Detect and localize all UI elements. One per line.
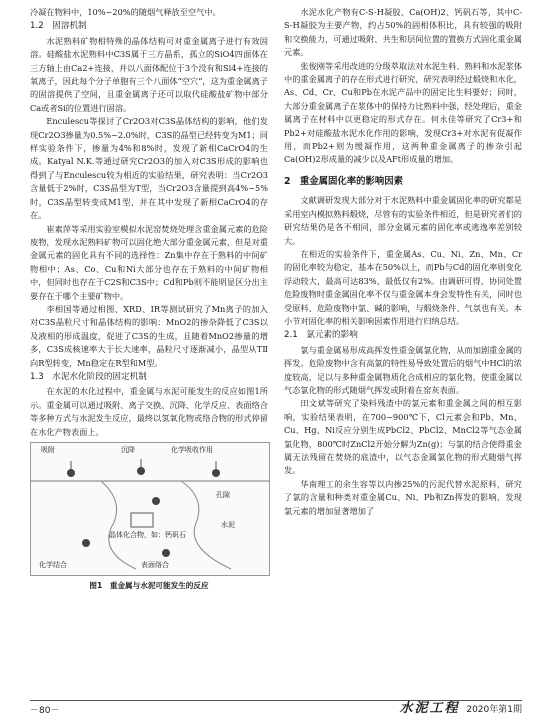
paragraph: 田文斌等研究了染料残渣中的氯元素和重金属之间的相互影响，实验结果表明，在700~900℃下，Cl元素会和Pb、Mn、Cu、Hg、Ni反应分别生成PbCl2、PbCl2、MnCl2等气态金属氯化物，800℃时ZnCl2开始分解为Zn(g)；与氯的结合使得重金属无法残留在焚烧的底渣中，以气态金属氯化物的形式随烟气挥发。	[284, 398, 522, 476]
paragraph: 张俊刚等采用改进的分级萃取法对水泥生料、熟料和水泥浆体中的重金属离子的存在形式进行研究，研究表明经过煅烧和水化，As、Cd、Cr、Cu和Pb在水泥产品中的固定比生料要好；同时，大部分重金属离子在浆体中的保持力比熟料中强，经处理后，重金属离子在材料中以更稳定的形式存在。何永佳等研究了Cr3+和Pb2+对硅酸盐水泥水化作用的影响，发现Cr3+对水泥有促凝作用，而Pb2+则为缓凝作用，这两种重金属离子的掺杂引起Ca(OH)2形成量的减少以及AFt形成量的增加。	[284, 60, 522, 165]
left-column	[30, 6, 268, 592]
metal-ion	[162, 549, 170, 557]
paragraph: 在水泥的水化过程中，重金属与水泥可能发生的反应如图1所示。重金属可以通过吸附、离子交换、沉降、化学反应、表面络合等多种方式与水泥发生反应，最终以氢氧化物或络合物的形式停留在水化产物表面上。	[30, 386, 268, 437]
figure-label: 孔隙	[216, 491, 230, 499]
section-heading: 2 重金属固化率的影响因素	[284, 175, 404, 187]
figure-svg	[31, 443, 269, 575]
paragraph: 氯与重金属易形成高挥发性重金属氯化物，从而加剧重金属的挥发。危险废物中含有高氯的特性易导致处置后的烟气中HCl的浓度较高，足以与多种重金属物质化合成相应的氯化物，使重金属以气态氯化物的形式随烟气挥发或附着在窑灰表面。	[284, 344, 522, 395]
paragraph: 水泥水化产物有C-S-H凝胶、Ca(OH)2、钙矾石等，其中C-S-H凝胶为主要产物，约占50%的固相体积比，具有较强的吸附和交换能力，可通过吸附、共生和层间位置的置换方式固化重金属元素。	[284, 7, 522, 58]
paragraph: 在相近的实验条件下，重金属As、Cu、Ni、Zn、Mn、Cr的固化率较为稳定，基本在50%以上，而Pb与Cd的固化率则变化浮动较大，最高可达83%，最低仅有2%。由调研可得，协同处置危险废物时重金属固化率不仅与重金属本身会发特性有关，同时也受原料、危险废物中氯、碱的影响，与煅烧条件、气氛也有关。本小节对固化率的相关影响因素作用进行归纳总结。	[284, 248, 522, 326]
document-page	[30, 6, 522, 696]
metal-ion	[82, 539, 90, 547]
figure-label: 表面络合	[141, 561, 169, 569]
metal-ion	[67, 469, 75, 477]
figure-diagram	[30, 442, 270, 576]
journal-issue: 2020年第1期	[466, 705, 522, 715]
figure-label: 晶体化合物，如：钙矾石	[109, 531, 186, 539]
metal-ion	[152, 497, 160, 505]
page-number: －80－	[30, 706, 60, 716]
journal-logo: 水泥工程	[399, 701, 460, 716]
paragraph: 崔素萍等采用实验室模拟水泥窑焚烧处理含重金属元素的危险废物，发现水泥熟料矿物可以固化绝大部分重金属元素，但是对重金属元素的固化具有不同的选择性：Zn集中存在于熟料的中间矿物相中；As、Co、Cu和Ni大部分也存在于熟料的中间矿物相中，但同时也存在于C2S和C3S中；Cd和Pb则不能明显区分出主要存在于哪个主要矿物中。	[30, 223, 268, 301]
section-heading: 1.2 固溶机制	[30, 21, 87, 32]
figure-label: 水泥	[221, 521, 235, 529]
metal-ion	[137, 467, 145, 475]
section-heading: 2.1 氯元素的影响	[284, 330, 358, 341]
paragraph: 冷凝在物料中，10%~20%的随烟气释放至空气中。	[30, 7, 221, 17]
right-column	[284, 6, 522, 518]
journal-info	[399, 702, 522, 717]
figure-label: 沉降	[121, 446, 135, 454]
figure-caption: 图1 重金属与水泥可能发生的反应	[89, 581, 209, 590]
figure-label: 化学结合	[39, 561, 67, 569]
metal-ion	[212, 469, 220, 477]
paragraph: 文献调研发现大部分对于水泥熟料中重金属固化率的研究都是采用室内模拟熟料煅烧，尽管有的实验条件相近，但是研究者们的研究结果仍是各不相同，部分金属元素的固化率或逃逸率差别较大。	[284, 195, 522, 246]
page-footer	[30, 700, 522, 721]
paragraph: 李相国等通过相图、XRD、IR等测试研究了Mn离子的加入对C3S晶粒尺寸和晶体结构的影响：MnO2的掺杂降低了C3S以及液相的形成温度，促进了C3S的生成，且随着MnO2掺量的增多，C3S成核速率大于长大速率，晶粒尺寸逐渐减小，晶型从TⅡ向R型转变，Mn稳定在R型和M型。	[30, 303, 268, 368]
figure-label: 化学吸收作用	[171, 446, 213, 454]
paragraph: Enculescu等探讨了Cr2O3对C3S晶体结构的影响，他们发现Cr2O3掺量为0.5%~2.0%时，C3S的晶型已经转变为M1；同样实验条件下，掺量为4%和8%时，发现了新相CaCrO4的生成。Katyal N.K.等通过研究Cr2O3的加入对C3S形成的影响也得到了与Enculescu较为相近的实验结果，研究表明：当Cr2O3含量低于2%时，C3S晶型为T型，当Cr2O3含量提到高4%~5%时，C3S晶型转变成M1型，并在其中发现了新相CaCrO4的存在。	[30, 116, 268, 221]
crystal-compound	[131, 513, 153, 527]
section-heading: 1.3 水泥水化阶段的固定机制	[30, 371, 147, 382]
paragraph: 华南理工的余生容等以内掺25%的污泥代替水泥原料，研究了氯的含量和种类对重金属Cu、Ni、Pb和Zn挥发的影响，发现氯元素的增加显著增加了	[284, 478, 522, 516]
paragraph: 水泥熟料矿物相特殊的晶体结构可对重金属离子进行有效固溶。硅酸盐水泥熟料中C3S属于三方晶系，孤立的SiO4四面体在三方轴上由Ca2+连接，并以八面体配位于3个没有和Si4+连接的氧离子，因此每个分子单胞有三个八面体“空穴”，这为重金属离子的固溶提供了空间，且重金属离子还可以取代硅酸盐矿物中部分Ca或者Si的位置进行固溶。	[30, 35, 268, 113]
figure-label: 吸附	[41, 446, 55, 454]
